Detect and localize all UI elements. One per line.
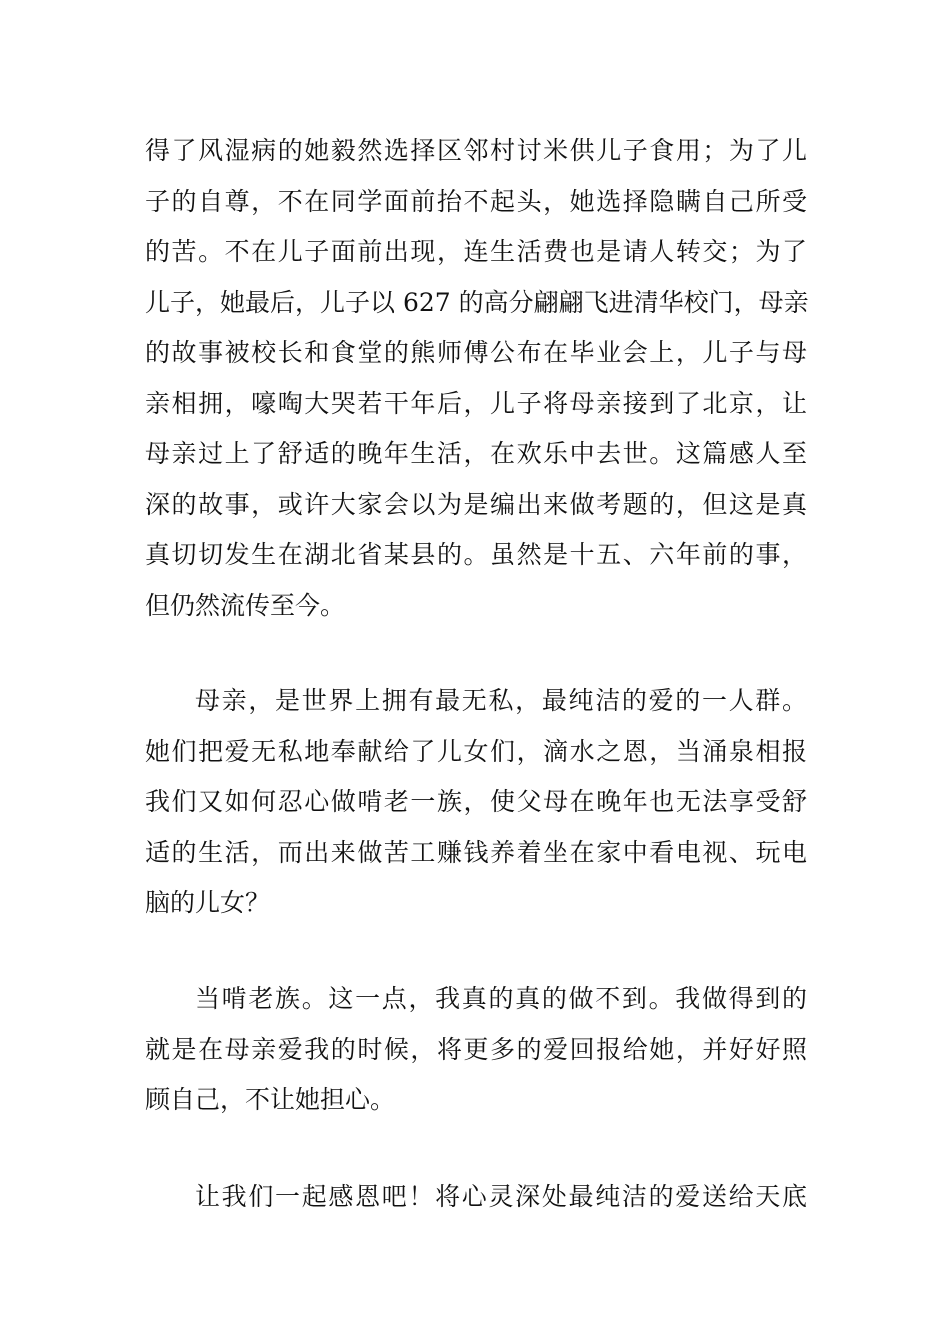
text-line: 母亲，是世界上拥有最无私，最纯洁的爱的一人群。 (195, 686, 807, 715)
text-line: 儿子，她最后，儿子以 627 的高分翩翩飞进清华校门，母亲 (145, 287, 809, 317)
text-line: 子的自尊，不在同学面前抬不起头，她选择隐瞒自己所受 (145, 186, 807, 216)
text-line: 真切切发生在湖北省某县的。虽然是十五、六年前的事， (145, 540, 807, 569)
text-line: 的苦。不在儿子面前出现，连生活费也是请人转交；为了 (145, 237, 807, 266)
text-line: 得了风湿病的她毅然选择区邻村讨米供儿子食用；为了儿 (145, 136, 807, 165)
paragraph-gratitude (145, 1172, 807, 1223)
paragraph-resolution (145, 974, 807, 1126)
text-line: 亲相拥，嚎啕大哭若干年后，儿子将母亲接到了北京，让 (145, 388, 807, 418)
text-line: 我们又如何忍心做啃老一族，使父母在晚年也无法享受舒 (145, 787, 807, 816)
text-line: 但仍然流传至今。 (145, 590, 346, 620)
text-line: 母亲过上了舒适的晚年生活，在欢乐中去世。这篇感人至 (145, 439, 807, 468)
paragraph-story (145, 126, 807, 631)
paragraph-mothers-love (145, 676, 807, 929)
text-line: 的故事被校长和食堂的熊师傅公布在毕业会上，儿子与母 (145, 338, 807, 367)
text-line: 就是在母亲爱我的时候，将更多的爱回报给她，并好好照 (145, 1034, 807, 1064)
text-line: 让我们一起感恩吧！将心灵深处最纯洁的爱送给天底 (195, 1182, 807, 1211)
text-line: 适的生活，而出来做苦工赚钱养着坐在家中看电视、玩电 (145, 837, 807, 867)
text-line: 她们把爱无私地奉献给了儿女们，滴水之恩，当涌泉相报 (145, 736, 807, 766)
text-line: 深的故事，或许大家会以为是编出来做考题的，但这是真 (145, 489, 807, 519)
text-line: 脑的儿女？ (145, 888, 271, 917)
text-line: 当啃老族。这一点，我真的真的做不到。我做得到的 (195, 984, 807, 1013)
text-line: 顾自己，不让她担心。 (145, 1085, 396, 1114)
